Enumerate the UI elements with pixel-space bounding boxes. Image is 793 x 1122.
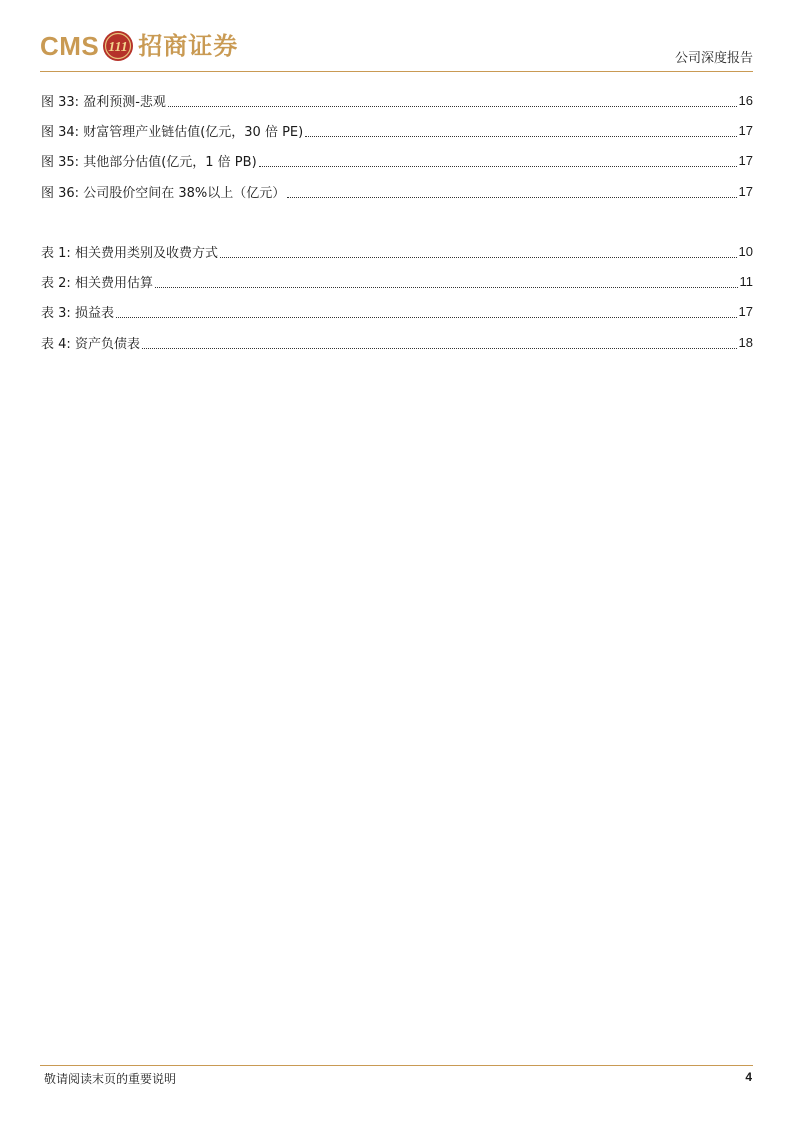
toc-row-table[interactable]: [41, 236, 753, 266]
toc-label: 图 33:: [41, 94, 80, 110]
toc-title: 财富管理产业链估值(亿元，30 倍 PE): [83, 124, 304, 140]
dot-leader: [168, 96, 737, 107]
logo-chinese-name: 招商证券: [138, 31, 239, 60]
toc-row-table[interactable]: [41, 327, 753, 357]
toc-label: 表 1:: [41, 245, 71, 261]
dot-leader: [220, 247, 737, 258]
table-list: [41, 236, 753, 357]
dot-leader: [259, 156, 737, 167]
toc-page-number: 17: [738, 122, 753, 138]
toc-title: 损益表: [74, 306, 114, 322]
toc-title: 其他部分估值(亿元，1 倍 PB): [83, 155, 257, 171]
toc-row-table[interactable]: [41, 297, 753, 327]
footer-divider: [40, 1065, 753, 1066]
toc-label: 图 35:: [41, 155, 80, 171]
dot-leader: [116, 307, 737, 318]
toc-title: 盈利预测-悲观: [83, 94, 166, 110]
page-header: [40, 22, 753, 72]
toc-label: 图 34:: [41, 124, 80, 140]
toc-page-number: 17: [738, 153, 753, 169]
toc-title: 公司股价空间在 38%以上（亿元）: [83, 185, 286, 201]
toc-label: 表 2:: [41, 275, 71, 291]
logo-wordmark: CMS: [40, 31, 100, 61]
cms-emblem-icon: [102, 30, 134, 62]
report-type: 公司深度报告: [674, 51, 753, 66]
dot-leader: [155, 277, 738, 288]
toc-label: 图 36:: [41, 185, 80, 201]
toc-title: 相关费用类别及收费方式: [74, 245, 218, 261]
disclaimer-note: 敬请阅读末页的重要说明: [44, 1072, 177, 1086]
toc-page-number: 18: [738, 334, 753, 350]
dot-leader: [142, 338, 737, 349]
toc-row-table[interactable]: [41, 266, 753, 296]
dot-leader: [305, 126, 736, 137]
emblem-text: 111: [108, 40, 129, 55]
toc-page-number: 17: [738, 304, 753, 320]
toc-label: 表 3:: [41, 306, 71, 322]
toc-page-number: 17: [738, 183, 753, 199]
toc-row-figure[interactable]: [41, 115, 753, 145]
toc-title: 资产负债表: [74, 336, 140, 352]
cms-logo: [40, 28, 238, 64]
toc-row-figure[interactable]: [41, 85, 753, 115]
toc-row-figure[interactable]: [41, 146, 753, 176]
toc-page-number: 16: [738, 92, 753, 108]
page-number: 4: [745, 1070, 752, 1084]
toc-page-number: 10: [738, 243, 753, 259]
toc-label: 表 4:: [41, 336, 71, 352]
dot-leader: [287, 187, 736, 198]
toc-row-figure[interactable]: [41, 176, 753, 206]
figure-list: [41, 85, 753, 206]
header-divider: [40, 71, 753, 72]
toc-page-number: 11: [739, 273, 753, 289]
toc-title: 相关费用估算: [74, 275, 153, 291]
